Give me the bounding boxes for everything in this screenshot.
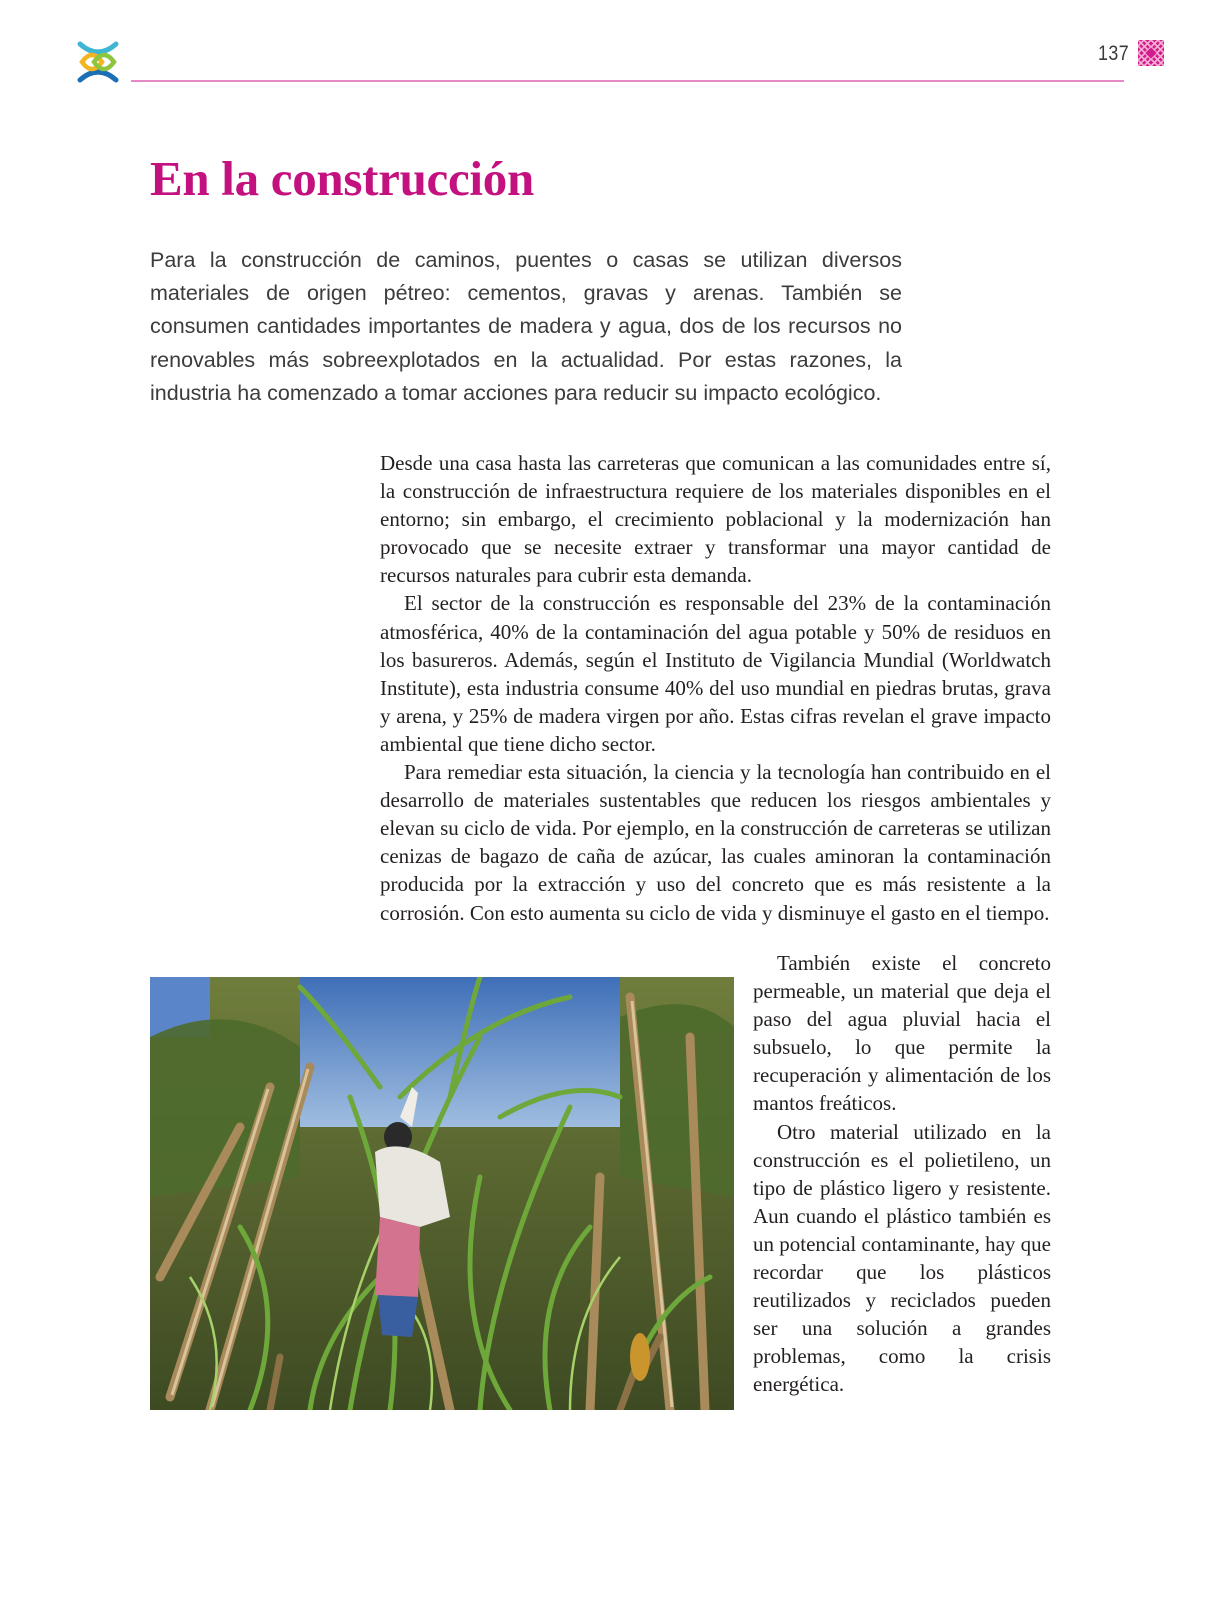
- body-paragraph: Para remediar esta situación, la ciencia y la tecnología han contribuido en el desarrollo de materiales sustentables que reducen los riesgos ambientales y elevan su ciclo de vida. Por ejemplo, en la construcción de carreteras se utilizan cenizas de bagazo de caña de azúcar, las cuales aminoran la contaminación producida por la extracción y uso del concreto que es más resistente a la corrosión. Con esto aumenta su ciclo de vida y disminuye el gasto en el tiempo.: [380, 760, 1051, 925]
- side-paragraph: También existe el concreto permeable, un material que deja el paso del agua pluvial hacia el subsuelo, lo que permite la recuperación y alimentación de los mantos freáticos.: [753, 951, 1051, 1116]
- side-paragraph: Otro material utilizado en la construcción es el polietileno, un tipo de plástico ligero y resistente. Aun cuando el plástico también es un potencial contaminante, hay que recordar que los plásticos reutilizados y reciclados pueden ser una solución a grandes problemas, como la crisis energética.: [753, 1119, 1051, 1397]
- body-paragraph: El sector de la construcción es responsable del 23% de la contaminación atmosférica, 40% de la contaminación del agua potable y 50% de residuos en los basureros. Además, según el Instituto de Vigilancia Mundial (Worldwatch Institute), esta industria consume 40% del uso mundial en piedras brutas, grava y arena, y 25% de madera virgen por año. Estas cifras revelan el grave impacto ambiental que tiene dicho sector.: [380, 591, 1051, 756]
- woven-pattern-icon: [1138, 40, 1164, 66]
- body-column: [380, 449, 1051, 927]
- intro-paragraph: Para la construcción de caminos, puentes o casas se utilizan diversos materiales de origen pétreo: cementos, gravas y arenas. También se consumen cantidades importantes de madera y agua, dos de los recursos no renovables más sobreexplotados en la actualidad. Por estas razones, la industria ha comenzado a tomar acciones para reducir su impacto ecológico.: [150, 248, 902, 405]
- header-rule: [131, 80, 1124, 82]
- body-paragraph: Desde una casa hasta las carreteras que comunican a las comunidades entre sí, la construcción de infraestructura requiere de los materiales disponibles en el entorno; sin embargo, el crecimiento poblacional y la modernización han provocado que se necesite extraer y transformar una mayor cantidad de recursos naturales para cubrir esta demanda.: [380, 451, 1051, 588]
- page-number: 137: [1098, 42, 1130, 65]
- interlinked-people-logo-icon: [74, 38, 122, 86]
- side-column: [753, 949, 1051, 1399]
- sugarcane-field-worker-photo: [150, 977, 734, 1410]
- section-title: En la construcción: [150, 151, 534, 206]
